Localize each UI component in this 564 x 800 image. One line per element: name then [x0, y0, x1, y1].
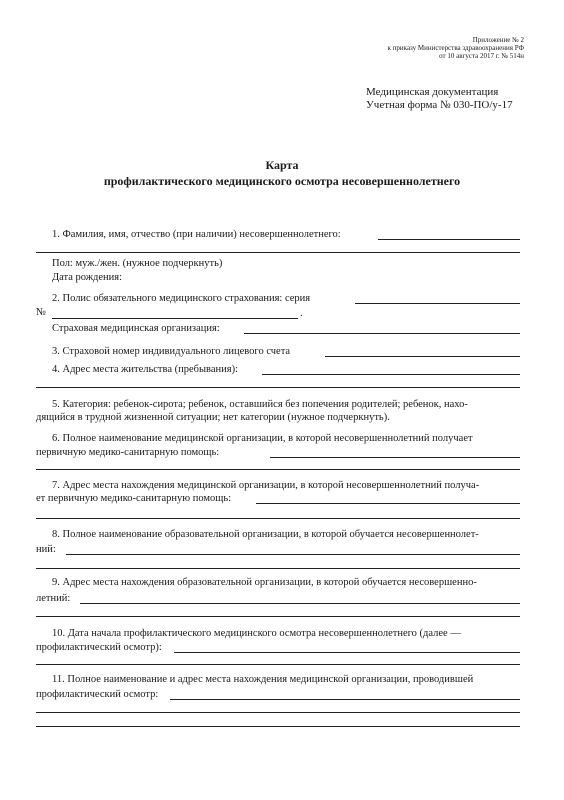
item-1-field[interactable]	[378, 239, 520, 240]
policy-series-field[interactable]	[355, 303, 520, 304]
appendix-line-2: к приказу Министерства здравоохранения РФ	[387, 44, 524, 52]
item-6-field-continued[interactable]	[36, 469, 520, 470]
item-8-label-line-1: 8. Полное наименование образовательной организации, в которой обучается несовершеннолет-	[52, 529, 479, 540]
item-7-label-line-1: 7. Адрес места нахождения медицинской организации, в которой несовершеннолетний получа-	[52, 480, 480, 491]
item-10-field-continued[interactable]	[36, 664, 520, 665]
item-9-label-line-1: 9. Адрес места нахождения образовательной организации, в которой обучается несовершенно-	[52, 577, 477, 588]
form-number: Учетная форма № 030-ПО/у-17	[366, 99, 513, 111]
item-11-field[interactable]	[170, 699, 520, 700]
item-7-field[interactable]	[256, 503, 520, 504]
item-4-label: 4. Адрес места жительства (пребывания):	[52, 364, 239, 375]
item-1-label: 1. Фамилия, имя, отчество (при наличии) несовершеннолетнего:	[52, 229, 341, 240]
item-11-label-line-2: профилактический осмотр:	[36, 689, 159, 700]
item-1-field-continued[interactable]	[36, 252, 520, 253]
snils-field[interactable]	[325, 356, 520, 357]
item-11-label-line-1: 11. Полное наименование и адрес места нахождения медицинской организации, проводившей	[52, 674, 474, 685]
item-6-field[interactable]	[270, 457, 520, 458]
item-8-field[interactable]	[66, 554, 520, 555]
document-subtitle: профилактического медицинского осмотра несовершеннолетнего	[103, 174, 461, 188]
appendix-line-1: Приложение № 2	[472, 36, 524, 44]
doc-category: Медицинская документация	[366, 86, 499, 98]
policy-number-sign: №	[36, 307, 47, 318]
item-11-field-continued-1[interactable]	[36, 712, 520, 713]
item-7-field-continued[interactable]	[36, 518, 520, 519]
address-field-continued[interactable]	[36, 387, 520, 388]
address-field[interactable]	[262, 374, 520, 375]
item-10-label-line-2: профилактический осмотр):	[36, 642, 162, 653]
sex-label: Пол: муж./жен. (нужное подчеркнуть)	[52, 258, 223, 269]
appendix-line-3: от 10 августа 2017 г. № 514н	[439, 52, 524, 60]
item-6-label-line-2: первичную медико-санитарную помощь:	[36, 447, 220, 458]
item-6-label-line-1: 6. Полное наименование медицинской организации, в которой несовершеннолетний получает	[52, 433, 473, 444]
item-7-label-line-2: ет первичную медико-санитарную помощь:	[36, 493, 232, 504]
item-10-field[interactable]	[174, 652, 520, 653]
item-9-field-continued[interactable]	[36, 616, 520, 617]
policy-number-field[interactable]	[52, 318, 298, 319]
item-2-label: 2. Полис обязательного медицинского страхования: серия	[52, 293, 311, 304]
insurer-label: Страховая медицинская организация:	[52, 323, 220, 334]
item-8-label-line-2: ний:	[36, 544, 56, 555]
document-title: Карта	[265, 158, 299, 172]
item-11-field-continued-2[interactable]	[36, 726, 520, 727]
item-9-field[interactable]	[80, 603, 520, 604]
item-5-label-line-2: дящийся в трудной жизненной ситуации; нет категории (нужное подчеркнуть).	[36, 412, 390, 423]
item-8-field-continued[interactable]	[36, 568, 520, 569]
item-10-label-line-1: 10. Дата начала профилактического медицинского осмотра несовершеннолетнего (далее —	[52, 628, 461, 639]
policy-number-end: .	[300, 308, 303, 319]
dob-label: Дата рождения:	[52, 272, 123, 283]
insurer-field[interactable]	[244, 333, 520, 334]
item-3-label: 3. Страховой номер индивидуального лицевого счета	[52, 346, 291, 357]
item-9-label-line-2: летний:	[36, 593, 71, 604]
item-5-label-line-1: 5. Категория: ребенок-сирота; ребенок, оставшийся без попечения родителей; ребенок, нахо-	[52, 399, 468, 410]
